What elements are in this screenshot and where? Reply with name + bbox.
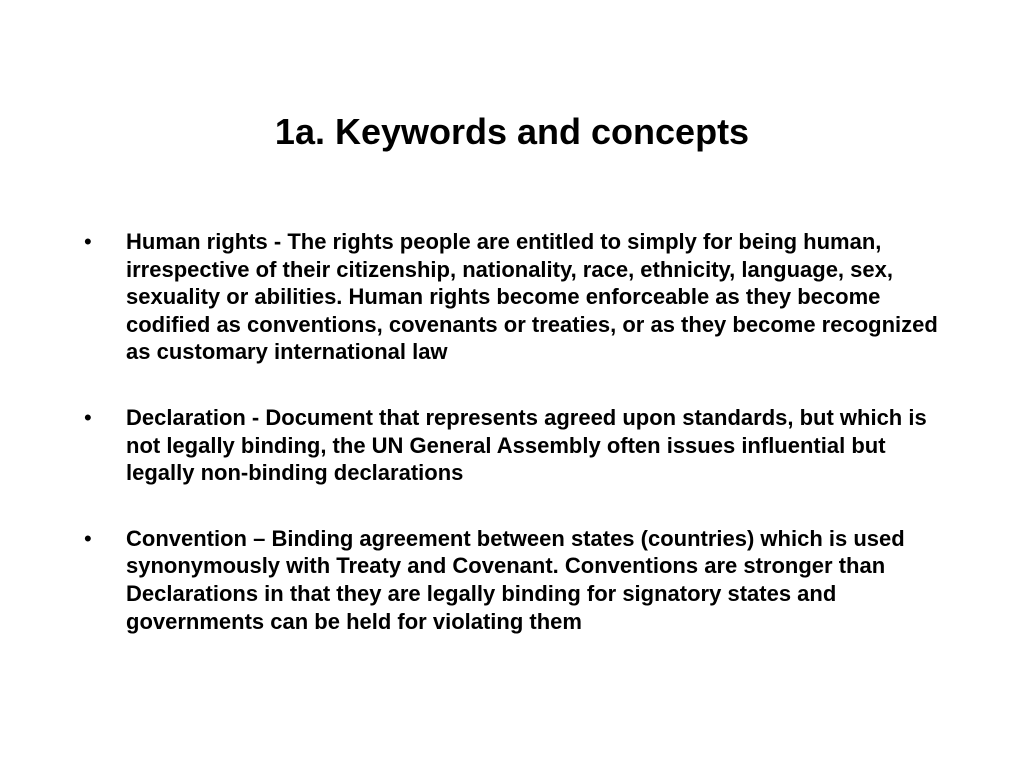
bullet-list (84, 228, 954, 673)
bullet-text: Convention – Binding agreement between states (countries) which is used synonymously with Treaty and Covenant. Conventions are stronger than Declarations in that they are legally binding for signatory states and governments can be held for violating them (126, 525, 905, 634)
bullet-dot-icon: • (84, 404, 92, 430)
bullet-item-convention (84, 525, 954, 635)
bullet-item-declaration (84, 404, 954, 487)
bullet-dot-icon: • (84, 229, 92, 254)
bullet-dot-icon: • (84, 525, 92, 551)
bullet-text: Human rights - The rights people are entitled to simply for being human, irrespective of their citizenship, nationality, race, ethnicity, language, sex, sexuality or abilities. Human rights become enforceable as they become codified as conventions, covenants or treaties, or as they become recognized as customary international law (126, 229, 938, 365)
bullet-text: Declaration - Document that represents agreed upon standards, but which is not legally binding, the UN General Assembly often issues influential but legally non-binding declarations (126, 404, 927, 486)
slide-title: 1a. Keywords and concepts (274, 111, 750, 152)
bullet-item-human-rights (84, 228, 954, 366)
